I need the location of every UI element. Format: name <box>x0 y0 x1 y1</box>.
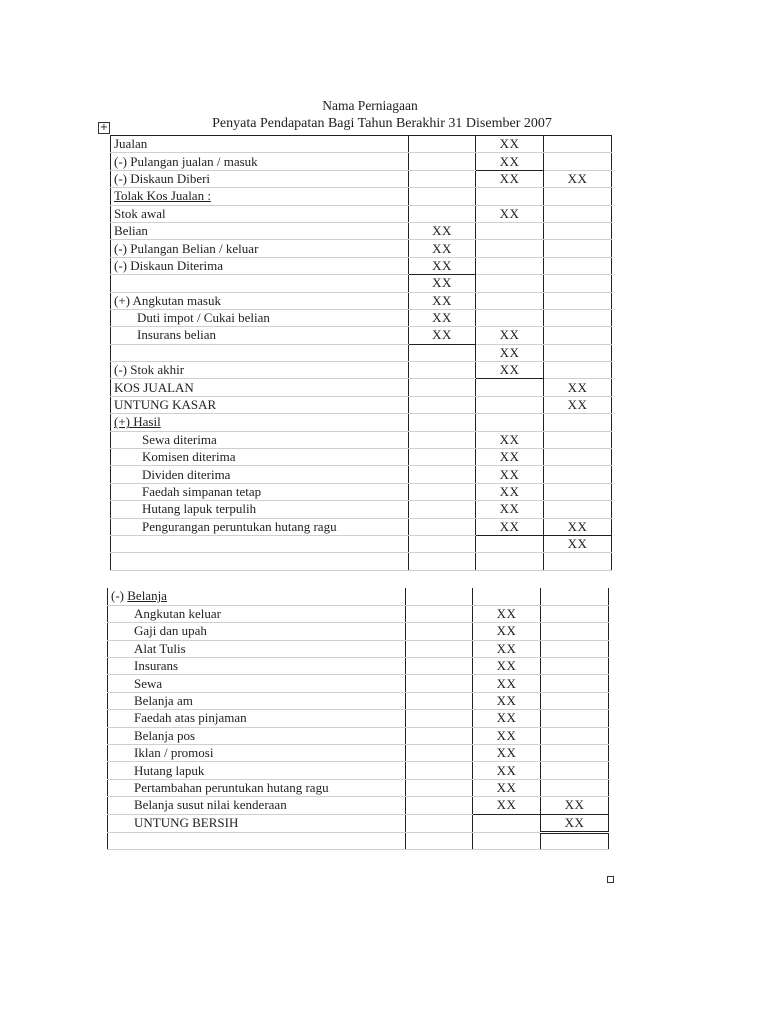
amount-cell: XX <box>473 797 541 814</box>
amount-cell: XX <box>473 727 541 744</box>
amount-cell <box>541 832 609 849</box>
table-row <box>111 449 612 466</box>
amount-cell <box>544 222 612 239</box>
amount-cell <box>409 362 476 379</box>
amount-cell <box>409 414 476 431</box>
amount-cell <box>541 640 609 657</box>
table-row <box>111 188 612 205</box>
row-label: Pertambahan peruntukan hutang ragu <box>108 779 406 796</box>
table-row <box>111 240 612 257</box>
table-row <box>111 344 612 361</box>
table-row <box>111 257 612 274</box>
amount-cell <box>476 292 544 309</box>
amount-cell <box>541 588 609 605</box>
amount-cell: XX <box>544 379 612 396</box>
row-label: Stok awal <box>111 205 409 222</box>
row-label: Alat Tulis <box>108 640 406 657</box>
row-label: Dividen diterima <box>111 466 409 483</box>
amount-cell <box>544 136 612 153</box>
move-handle-icon[interactable]: + <box>99 122 109 133</box>
amount-cell: XX <box>476 362 544 379</box>
table-row <box>108 588 609 605</box>
amount-cell <box>544 292 612 309</box>
row-label: Faedah atas pinjaman <box>108 710 406 727</box>
amount-cell <box>406 779 473 796</box>
table-row <box>111 153 612 170</box>
amount-cell <box>476 535 544 552</box>
amount-cell: XX <box>544 518 612 535</box>
table-row <box>111 292 612 309</box>
amount-cell <box>406 832 473 849</box>
amount-cell: XX <box>409 275 476 292</box>
table-row <box>111 136 612 153</box>
amount-cell: XX <box>409 292 476 309</box>
amount-cell <box>409 188 476 205</box>
resize-handle-icon[interactable] <box>607 876 614 883</box>
row-label: (-) Stok akhir <box>111 362 409 379</box>
row-label: UNTUNG KASAR <box>111 396 409 413</box>
row-label: Sewa diterima <box>111 431 409 448</box>
amount-cell <box>544 501 612 518</box>
row-label: Belian <box>111 222 409 239</box>
amount-cell <box>544 309 612 326</box>
table-row <box>108 692 609 709</box>
amount-cell <box>541 605 609 622</box>
table-row <box>111 414 612 431</box>
income-statement-table-2 <box>107 588 609 850</box>
amount-cell <box>541 710 609 727</box>
row-label-text: (-) Belanja <box>111 588 167 604</box>
amount-cell <box>544 449 612 466</box>
row-label <box>111 275 409 292</box>
row-label: Duti impot / Cukai belian <box>111 309 409 326</box>
row-label: (-) Pulangan jualan / masuk <box>111 153 409 170</box>
table-row <box>108 727 609 744</box>
amount-cell <box>544 327 612 344</box>
amount-cell <box>476 222 544 239</box>
amount-cell <box>406 692 473 709</box>
amount-cell: XX <box>473 623 541 640</box>
row-label: Pengurangan peruntukan hutang ragu <box>111 518 409 535</box>
amount-cell <box>409 449 476 466</box>
amount-cell <box>544 362 612 379</box>
amount-cell: XX <box>473 692 541 709</box>
amount-cell <box>541 745 609 762</box>
amount-cell <box>406 745 473 762</box>
amount-cell <box>476 309 544 326</box>
table-row <box>111 501 612 518</box>
amount-cell: XX <box>473 658 541 675</box>
row-label <box>111 344 409 361</box>
row-label: Hutang lapuk terpulih <box>111 501 409 518</box>
amount-cell: XX <box>544 396 612 413</box>
amount-cell <box>406 640 473 657</box>
table-row <box>111 379 612 396</box>
amount-cell <box>406 727 473 744</box>
table-row <box>111 553 612 570</box>
amount-cell: XX <box>476 449 544 466</box>
amount-cell <box>544 553 612 570</box>
row-label: Komisen diterima <box>111 449 409 466</box>
table-row <box>111 431 612 448</box>
amount-cell <box>476 396 544 413</box>
amount-cell <box>476 553 544 570</box>
row-label: Hutang lapuk <box>108 762 406 779</box>
row-label <box>111 535 409 552</box>
row-label: Gaji dan upah <box>108 623 406 640</box>
amount-cell <box>406 814 473 832</box>
amount-cell: XX <box>476 466 544 483</box>
table-row <box>108 797 609 814</box>
income-statement-table-1 <box>110 135 612 571</box>
amount-cell <box>409 379 476 396</box>
amount-cell: XX <box>476 501 544 518</box>
amount-cell <box>476 275 544 292</box>
amount-cell <box>406 658 473 675</box>
amount-cell <box>541 762 609 779</box>
amount-cell <box>544 240 612 257</box>
amount-cell: XX <box>473 710 541 727</box>
table-row <box>111 518 612 535</box>
amount-cell <box>473 588 541 605</box>
amount-cell <box>409 170 476 187</box>
row-label: Belanja susut nilai kenderaan <box>108 797 406 814</box>
row-label: Angkutan keluar <box>108 605 406 622</box>
amount-cell <box>409 466 476 483</box>
amount-cell: XX <box>409 327 476 344</box>
amount-cell <box>541 727 609 744</box>
table-row <box>108 623 609 640</box>
amount-cell: XX <box>476 344 544 361</box>
amount-cell <box>406 588 473 605</box>
amount-cell <box>541 675 609 692</box>
table-row <box>108 710 609 727</box>
table-row <box>108 762 609 779</box>
amount-cell <box>409 483 476 500</box>
amount-cell <box>541 623 609 640</box>
row-label: (-) Pulangan Belian / keluar <box>111 240 409 257</box>
table-row <box>108 605 609 622</box>
amount-cell <box>544 414 612 431</box>
amount-cell: XX <box>541 814 609 832</box>
amount-cell <box>406 710 473 727</box>
table-row <box>111 275 612 292</box>
table-row <box>111 205 612 222</box>
amount-cell: XX <box>473 675 541 692</box>
amount-cell <box>406 605 473 622</box>
amount-cell <box>409 501 476 518</box>
amount-cell <box>409 431 476 448</box>
amount-cell: XX <box>544 170 612 187</box>
row-label <box>108 588 406 605</box>
amount-cell <box>541 692 609 709</box>
row-label <box>108 832 406 849</box>
table-row <box>108 640 609 657</box>
amount-cell: XX <box>409 257 476 274</box>
table-row <box>108 814 609 832</box>
amount-cell <box>409 518 476 535</box>
amount-cell <box>476 240 544 257</box>
table-row <box>111 396 612 413</box>
row-label: (-) Diskaun Diberi <box>111 170 409 187</box>
amount-cell: XX <box>476 205 544 222</box>
section-heading: Belanja <box>127 588 167 604</box>
table-row <box>111 483 612 500</box>
row-label: (+) Hasil <box>111 414 409 431</box>
amount-cell <box>409 153 476 170</box>
amount-cell: XX <box>476 327 544 344</box>
amount-cell: XX <box>476 518 544 535</box>
row-label: Faedah simpanan tetap <box>111 483 409 500</box>
row-label: Tolak Kos Jualan : <box>111 188 409 205</box>
amount-cell: XX <box>476 431 544 448</box>
table-row <box>111 170 612 187</box>
table-row <box>111 362 612 379</box>
table-row <box>111 309 612 326</box>
amount-cell <box>409 553 476 570</box>
amount-cell: XX <box>476 170 544 187</box>
table-row <box>111 466 612 483</box>
amount-cell: XX <box>473 762 541 779</box>
amount-cell: XX <box>473 779 541 796</box>
amount-cell <box>544 466 612 483</box>
row-label: Belanja pos <box>108 727 406 744</box>
amount-cell <box>476 414 544 431</box>
amount-cell: XX <box>473 745 541 762</box>
amount-cell: XX <box>473 605 541 622</box>
statement-title: Penyata Pendapatan Bagi Tahun Berakhir 31 Disember 2007 <box>212 116 552 131</box>
row-label <box>111 553 409 570</box>
amount-cell <box>406 623 473 640</box>
amount-cell <box>473 832 541 849</box>
amount-cell: XX <box>476 153 544 170</box>
amount-cell <box>476 379 544 396</box>
amount-cell <box>544 431 612 448</box>
amount-cell: XX <box>476 136 544 153</box>
row-label: Sewa <box>108 675 406 692</box>
row-label: KOS JUALAN <box>111 379 409 396</box>
amount-cell: XX <box>409 309 476 326</box>
amount-cell <box>544 257 612 274</box>
table-row <box>108 832 609 849</box>
row-label: (+) Angkutan masuk <box>111 292 409 309</box>
amount-cell <box>409 344 476 361</box>
amount-cell <box>544 275 612 292</box>
amount-cell: XX <box>544 535 612 552</box>
row-label: Iklan / promosi <box>108 745 406 762</box>
amount-cell: XX <box>541 797 609 814</box>
amount-cell <box>541 779 609 796</box>
table-row <box>108 675 609 692</box>
business-name: Nama Perniagaan <box>322 98 418 113</box>
amount-cell <box>544 205 612 222</box>
table-row <box>108 658 609 675</box>
table-row <box>111 222 612 239</box>
amount-cell <box>476 188 544 205</box>
amount-cell <box>544 344 612 361</box>
amount-cell <box>476 257 544 274</box>
amount-cell <box>406 675 473 692</box>
amount-cell <box>544 188 612 205</box>
amount-cell <box>541 658 609 675</box>
amount-cell: XX <box>473 640 541 657</box>
table-row <box>108 745 609 762</box>
row-label: Insurans belian <box>111 327 409 344</box>
amount-cell <box>409 396 476 413</box>
amount-cell <box>473 814 541 832</box>
amount-cell <box>409 535 476 552</box>
row-label: Insurans <box>108 658 406 675</box>
amount-cell <box>544 153 612 170</box>
amount-cell <box>544 483 612 500</box>
table-row <box>108 779 609 796</box>
amount-cell <box>406 797 473 814</box>
amount-cell <box>409 136 476 153</box>
amount-cell <box>409 205 476 222</box>
row-label: Belanja am <box>108 692 406 709</box>
table-row <box>111 535 612 552</box>
amount-cell <box>406 762 473 779</box>
amount-cell: XX <box>409 240 476 257</box>
table-row <box>111 327 612 344</box>
amount-cell: XX <box>409 222 476 239</box>
row-label: Jualan <box>111 136 409 153</box>
row-label: UNTUNG BERSIH <box>108 814 406 832</box>
amount-cell: XX <box>476 483 544 500</box>
row-label: (-) Diskaun Diterima <box>111 257 409 274</box>
